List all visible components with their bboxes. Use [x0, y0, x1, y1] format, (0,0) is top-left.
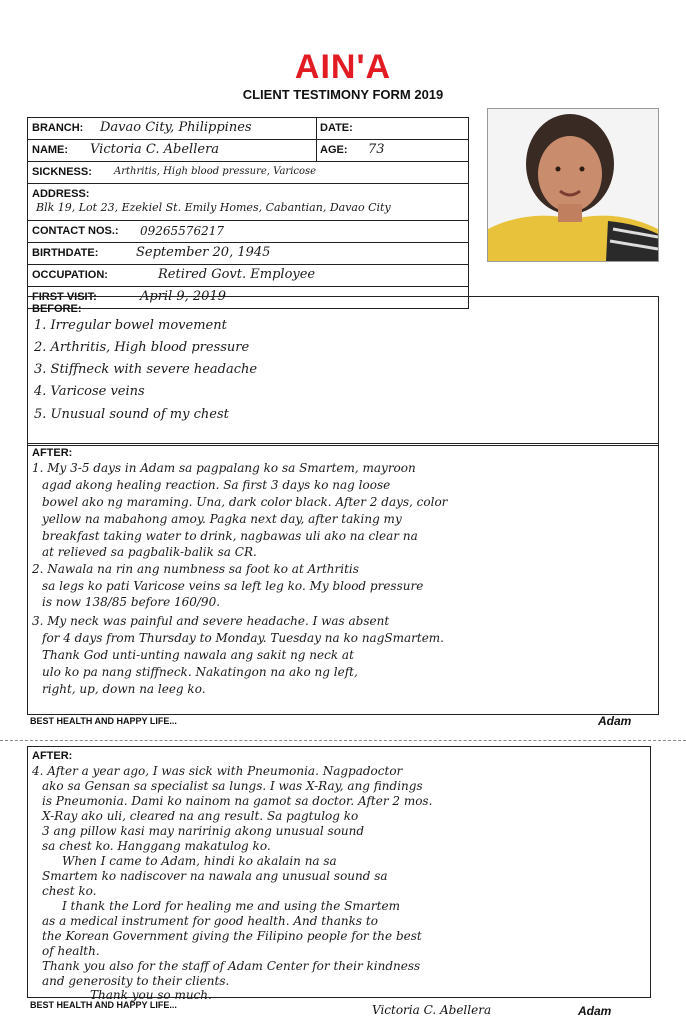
after-line: 4. After a year ago, I was sick with Pneumonia. Nagpadoctor: [32, 764, 403, 778]
occupation-label: OCCUPATION:: [32, 269, 108, 281]
after-label: AFTER:: [32, 447, 73, 459]
after-line: yellow na mabahong amoy. Pagka next day, after taking my: [42, 512, 402, 526]
form-title: CLIENT TESTIMONY FORM 2019: [242, 87, 444, 102]
aina-logo: AIN'A: [294, 48, 392, 86]
after-line: Thank you so much.: [90, 988, 212, 1002]
after-line: When I came to Adam, hindi ko akalain na sa: [62, 854, 337, 868]
birthdate-label: BIRTHDATE:: [32, 247, 99, 259]
client-photo: [487, 108, 659, 262]
branch-row: [28, 118, 468, 140]
before-line: 3. Stiffneck with severe headache: [34, 362, 258, 377]
contact-row: [28, 221, 468, 243]
footer-brand: Adam: [598, 714, 632, 728]
before-line: 5. Unusual sound of my chest: [34, 407, 229, 422]
after-line: 3 ang pillow kasi may naririnig akong unusual sound: [42, 824, 365, 838]
after-label: AFTER:: [32, 750, 73, 762]
after-line: breakfast taking water to drink, nagbawas uli ako na clear na: [42, 529, 418, 543]
after-line: 1. My 3-5 days in Adam sa pagpalang ko sa Smartem, mayroon: [32, 461, 416, 475]
page-divider: [0, 740, 686, 741]
birthdate-value: September 20, 1945: [136, 245, 271, 260]
name-label: NAME:: [32, 144, 69, 156]
date-label: DATE:: [320, 122, 353, 134]
after-line: I thank the Lord for healing me and using the Smartem: [62, 899, 400, 913]
before-section: [27, 296, 659, 446]
sickness-label: SICKNESS:: [32, 166, 92, 178]
after-line: X-Ray ako uli, cleared na ang result. Sa pagtulog ko: [42, 809, 359, 823]
after-line: of health.: [42, 944, 100, 958]
before-line: 4. Varicose veins: [34, 384, 145, 399]
after-line: Thank God unti-unting nawala ang sakit ng neck at: [42, 648, 354, 662]
after-line: Thank you also for the staff of Adam Center for their kindness: [42, 959, 421, 973]
age-value: 73: [368, 142, 385, 157]
after-line: chest ko.: [42, 884, 97, 898]
before-line: 1. Irregular bowel movement: [34, 318, 227, 333]
after-line: sa legs ko pati Varicose veins sa left leg ko. My blood pressure: [42, 579, 424, 593]
branch-value: Davao City, Philippines: [100, 120, 252, 135]
after-line: for 4 days from Thursday to Monday. Tuesday na ko nagSmartem.: [42, 631, 444, 645]
after-line: bowel ako ng maraming. Una, dark color black. After 2 days, color: [42, 495, 448, 509]
name-row: [28, 140, 468, 162]
after-line: ulo ko pa nang stiffneck. Nakatingon na ako ng left,: [42, 665, 358, 679]
after-line: 2. Nawala na rin ang numbness sa foot ko at Arthritis: [32, 562, 359, 576]
occupation-row: [28, 265, 468, 287]
after-section-2: [27, 746, 651, 998]
after-line: at relieved sa pagbalik-balik sa CR.: [42, 545, 257, 559]
sickness-value: Arthritis, High blood pressure, Varicose: [114, 166, 317, 177]
age-label: AGE:: [320, 144, 348, 156]
contact-label: CONTACT NOS.:: [32, 225, 119, 237]
sickness-row: [28, 162, 468, 184]
client-info-table: [27, 117, 469, 309]
address-label: ADDRESS:: [32, 188, 90, 200]
after-line: 3. My neck was painful and severe headache. I was absent: [32, 614, 390, 628]
occupation-value: Retired Govt. Employee: [158, 267, 316, 282]
after-line: right, up, down na leeg ko.: [42, 682, 206, 696]
after-line: is now 138/85 before 160/90.: [42, 595, 221, 609]
footer-slogan: BEST HEALTH AND HAPPY LIFE...: [30, 716, 177, 726]
before-label: BEFORE:: [32, 303, 82, 315]
address-value: Blk 19, Lot 23, Ezekiel St. Emily Homes, Cabantian, Davao City: [36, 201, 391, 214]
after-line: and generosity to their clients.: [42, 974, 230, 988]
after-line: Smartem ko nadiscover na nawala ang unusual sound sa: [42, 869, 388, 883]
before-line: 2. Arthritis, High blood pressure: [34, 340, 250, 355]
footer-slogan: BEST HEALTH AND HAPPY LIFE...: [30, 1000, 177, 1010]
name-value: Victoria C. Abellera: [90, 142, 220, 157]
birthdate-row: [28, 243, 468, 265]
after-line: is Pneumonia. Dami ko nainom na gamot sa doctor. After 2 mos.: [42, 794, 433, 808]
branch-label: BRANCH:: [32, 122, 84, 134]
client-signature: Victoria C. Abellera: [372, 1003, 492, 1017]
after-section-1: [27, 443, 659, 715]
footer-brand: Adam: [578, 1004, 612, 1018]
after-line: ako sa Gensan sa specialist sa lungs. I was X-Ray, ang findings: [42, 779, 423, 793]
first-visit-value: April 9, 2019: [140, 289, 226, 304]
after-line: agad akong healing reaction. Sa first 3 days ko nag loose: [42, 478, 391, 492]
first-visit-label: FIRST VISIT:: [32, 291, 97, 303]
after-line: the Korean Government giving the Filipino people for the best: [42, 929, 422, 943]
after-line: as a medical instrument for good health. And thanks to: [42, 914, 378, 928]
contact-value: 09265576217: [140, 224, 224, 238]
after-line: sa chest ko. Hanggang makatulog ko.: [42, 839, 271, 853]
address-row: [28, 184, 468, 221]
